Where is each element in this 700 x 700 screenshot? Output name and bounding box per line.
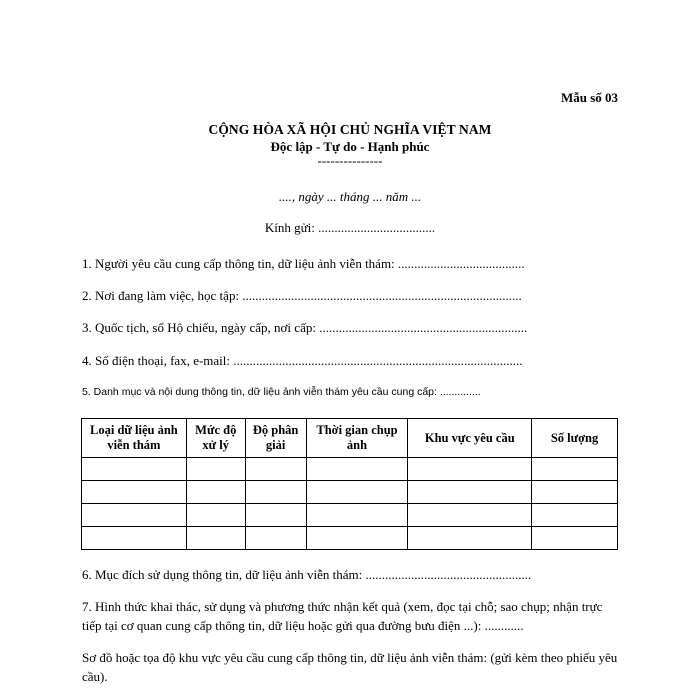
table-cell bbox=[186, 458, 245, 481]
table-cell bbox=[186, 504, 245, 527]
table-cell bbox=[306, 504, 408, 527]
table-header-row bbox=[82, 419, 618, 458]
table-cell bbox=[245, 458, 306, 481]
date-line: ...., ngày ... tháng ... năm ... bbox=[278, 189, 422, 204]
table-cell bbox=[186, 481, 245, 504]
table-cell bbox=[82, 504, 187, 527]
national-motto: Độc lập - Tự do - Hạnh phúc bbox=[270, 139, 430, 154]
header-separator: --------------- bbox=[317, 153, 383, 168]
item-purpose: 6. Mục đích sử dụng thông tin, dữ liệu ảnh viễn thám: ................................................... bbox=[82, 567, 532, 582]
header-capture-time: Thời gian chụp ảnh bbox=[306, 419, 408, 458]
table-cell bbox=[82, 458, 187, 481]
item-workplace: 2. Nơi đang làm việc, học tập: ...................................................................................... bbox=[82, 288, 522, 303]
table-cell bbox=[408, 527, 532, 550]
item-nationality: 3. Quốc tịch, số Hộ chiếu, ngày cấp, nơi cấp: ................................................................ bbox=[82, 320, 528, 335]
table-cell bbox=[82, 481, 187, 504]
table-cell bbox=[245, 481, 306, 504]
table-cell bbox=[408, 481, 532, 504]
table-cell bbox=[245, 527, 306, 550]
table-cell bbox=[82, 527, 187, 550]
table-cell bbox=[532, 458, 618, 481]
table-cell bbox=[306, 481, 408, 504]
addressee-line: Kính gửi: .................................... bbox=[264, 220, 436, 235]
header-area: Khu vực yêu cầu bbox=[408, 419, 532, 458]
table-row bbox=[82, 504, 618, 527]
form-number: Mẫu số 03 bbox=[560, 90, 618, 105]
item-data-list: 5. Danh mục và nội dung thông tin, dữ liệu ảnh viễn thám yêu cầu cung cấp: .............. bbox=[82, 386, 481, 398]
table-cell bbox=[532, 504, 618, 527]
data-request-table bbox=[81, 418, 618, 550]
table-cell bbox=[186, 527, 245, 550]
table-cell bbox=[408, 504, 532, 527]
table-cell bbox=[532, 481, 618, 504]
header-resolution: Độ phân giải bbox=[245, 419, 306, 458]
table-cell bbox=[532, 527, 618, 550]
header-quantity: Số lượng bbox=[532, 419, 618, 458]
table-cell bbox=[306, 458, 408, 481]
national-title: CỘNG HÒA XÃ HỘI CHỦ NGHĨA VIỆT NAM bbox=[208, 122, 492, 137]
table-row bbox=[82, 527, 618, 550]
item-area-sketch: Sơ đồ hoặc tọa độ khu vực yêu cầu cung cấp thông tin, dữ liệu ảnh viễn thám: (gửi kèm theo phiếu yêu cầu). bbox=[82, 650, 618, 684]
item-requester: 1. Người yêu cầu cung cấp thông tin, dữ liệu ảnh viễn thám: ....................................... bbox=[82, 256, 525, 271]
table-row bbox=[82, 481, 618, 504]
table-cell bbox=[306, 527, 408, 550]
item-contact: 4. Số điện thoại, fax, e-mail: ......................................................................................... bbox=[82, 353, 523, 368]
table-cell bbox=[408, 458, 532, 481]
item-access-method: 7. Hình thức khai thác, sử dụng và phương thức nhận kết quả (xem, đọc tại chỗ; sao chụp; nhận trực tiếp tại cơ quan cung cấp thông tin, dữ liệu hoặc gửi qua đường bưu điện ...): ............ bbox=[82, 599, 603, 633]
header-processing-level: Mức độ xử lý bbox=[186, 419, 245, 458]
table-cell bbox=[245, 504, 306, 527]
header-data-type: Loại dữ liệu ảnh viễn thám bbox=[82, 419, 187, 458]
table-row bbox=[82, 458, 618, 481]
